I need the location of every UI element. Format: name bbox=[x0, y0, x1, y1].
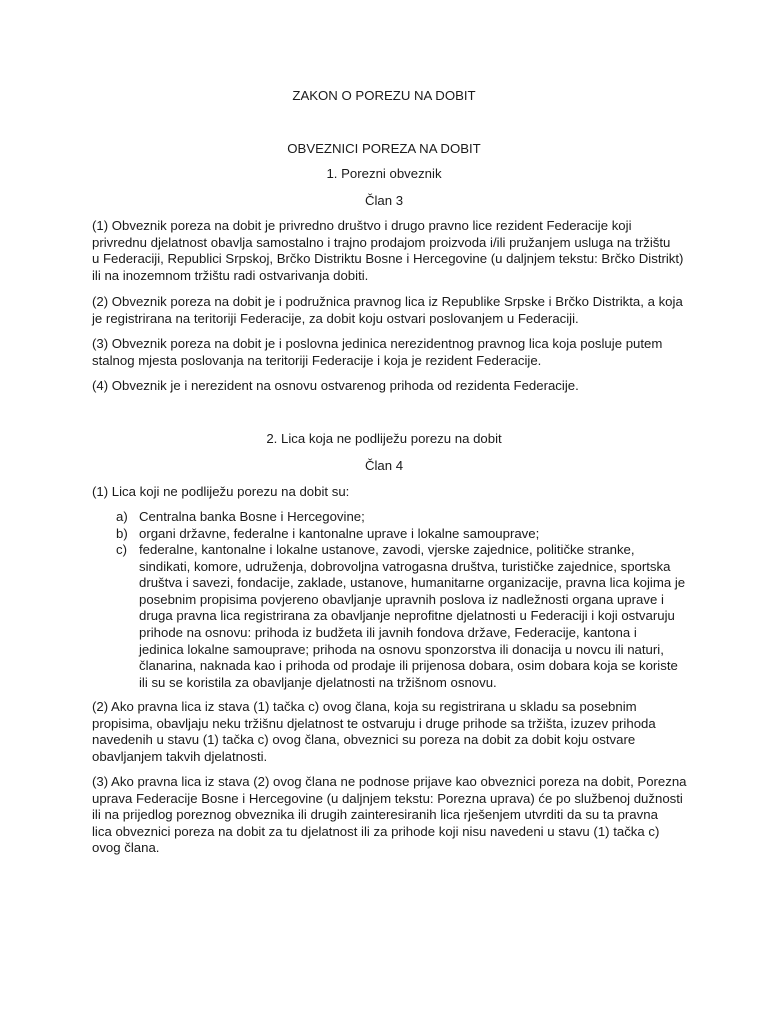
paragraph-line: ovog člana. bbox=[92, 840, 160, 856]
list-line: druga pravna lica registrirana za obavljanje neprofitne djelatnosti u Federaciji i koji ostvaruju bbox=[139, 608, 675, 624]
list-marker: b) bbox=[116, 526, 128, 541]
list-marker: a) bbox=[116, 509, 128, 524]
list-line: članarina, naknada kao i prihoda od prodaje ili prijenosa dobara, osim dobara koja se koriste bbox=[139, 658, 678, 674]
paragraph-line: (1) Obveznik poreza na dobit je privredno društvo i drugo pravno lice rezident Federacije koji bbox=[92, 218, 632, 233]
section-subheading: 2. Lica koja ne podliježu porezu na dobit bbox=[266, 431, 502, 446]
paragraph-line: privrednu djelatnost obavlja samostalno i trajno prodajom proizvoda i/ili pružanjem usluga na tržištu bbox=[92, 234, 671, 250]
paragraph-line: (1) Lica koji ne podliježu porezu na dobit su: bbox=[92, 484, 350, 499]
paragraph-line: navedenih u stavu (1) tačka c) ovog člana, obveznici su poreza na dobit za dobit koju ostvare bbox=[92, 732, 636, 748]
paragraph bbox=[92, 378, 682, 395]
article-heading: Član 3 bbox=[364, 193, 404, 208]
list-line: organi državne, federalne i kantonalne uprave i lokalne samouprave; bbox=[139, 526, 540, 541]
paragraph-line: u Federaciji, Republici Srpskoj, Brčko Distriktu Bosne i Hercegovine (u daljnjem tekstu: Brčko Distrikt) bbox=[92, 251, 684, 267]
list-line: sindikati, komore, udruženja, dobrovoljna vatrogasna društva, turističke zajednice, sportska bbox=[139, 558, 671, 574]
paragraph bbox=[92, 699, 682, 765]
paragraph-line: stalnog mjesta poslovanja na teritoriji Federacije i koja je rezident Federacije. bbox=[92, 352, 542, 368]
paragraph bbox=[92, 218, 682, 284]
paragraph-line: obavljanjem takvih djelatnosti. bbox=[92, 748, 268, 764]
paragraph-line: (3) Ako pravna lica iz stava (2) ovog člana ne podnose prijave kao obveznici poreza na dobit, Porezna bbox=[92, 774, 687, 789]
list-marker: c) bbox=[116, 542, 127, 557]
list-line: posebnim propisima povjereno obavljanje upravnih poslova iz nadležnosti organa uprave i bbox=[139, 591, 664, 607]
paragraph-line: (4) Obveznik je i nerezident na osnovu ostvarenog prihoda od rezidenta Federacije. bbox=[92, 378, 579, 393]
paragraph-line: (2) Obveznik poreza na dobit je i podružnica pravnog lica iz Republike Srpske i Brčko Distrikta, a koja bbox=[92, 294, 683, 309]
paragraph bbox=[92, 484, 682, 501]
paragraph bbox=[92, 774, 687, 857]
paragraph-line: lica obveznici poreza na dobit za tu djelatnost ili za prihode koji nisu navedeni u stavu (1) tačka c) bbox=[92, 823, 660, 839]
paragraph-line: (2) Ako pravna lica iz stava (1) tačka c) ovog člana, koja su registrirana u skladu sa posebnim bbox=[92, 699, 637, 714]
list-line: prihode na osnovu: prihoda iz budžeta ili javnih fondova države, Federacije, kantona i bbox=[139, 624, 637, 640]
paragraph-line: propisima, obavljaju neku tržišnu djelatnost te ostvaruju i druge prihode sa tržišta, izuzev prihoda bbox=[92, 715, 656, 731]
document-title: ZAKON O POREZU NA DOBIT bbox=[292, 88, 476, 103]
article-heading: Član 4 bbox=[364, 458, 404, 473]
paragraph-line: (3) Obveznik poreza na dobit je i poslovna jedinica nerezidentnog pravnog lica koja posluje putem bbox=[92, 336, 663, 351]
paragraph-line: uprava Federacije Bosne i Hercegovine (u daljnjem tekstu: Porezna uprava) će po službenoj dužnosti bbox=[92, 790, 683, 806]
paragraph bbox=[92, 336, 682, 369]
list-line: ili su se koristila za obavljanje djelatnosti na tržišnom osnovu. bbox=[139, 674, 497, 690]
paragraph-line: ili na prijedlog poreznog obveznika ili drugih zainteresiranih lica rješenjem utvrditi da su ta pravna bbox=[92, 807, 658, 823]
section-subheading: 1. Porezni obveznik bbox=[326, 166, 442, 181]
paragraph-line: je registrirana na teritoriji Federacije, za dobit koju ostvari poslovanjem u Federaciji. bbox=[92, 310, 579, 326]
list-line: društva i savezi, fondacije, zaklade, ustanove, humanitarne organizacije, pravna lica kojima je bbox=[139, 575, 686, 591]
list-line: jedinica lokalne samouprave; prihoda na osnovu sponzorstva ili donacija u novcu ili naturi, bbox=[139, 641, 664, 657]
section-heading: OBVEZNICI POREZA NA DOBIT bbox=[287, 141, 481, 156]
list-line: federalne, kantonalne i lokalne ustanove, zavodi, vjerske zajednice, političke stranke, bbox=[139, 542, 635, 557]
paragraph-line: ili na inozemnom tržištu radi ostvarivanja dobiti. bbox=[92, 267, 369, 283]
paragraph bbox=[92, 294, 682, 327]
list-line: Centralna banka Bosne i Hercegovine; bbox=[139, 509, 365, 524]
